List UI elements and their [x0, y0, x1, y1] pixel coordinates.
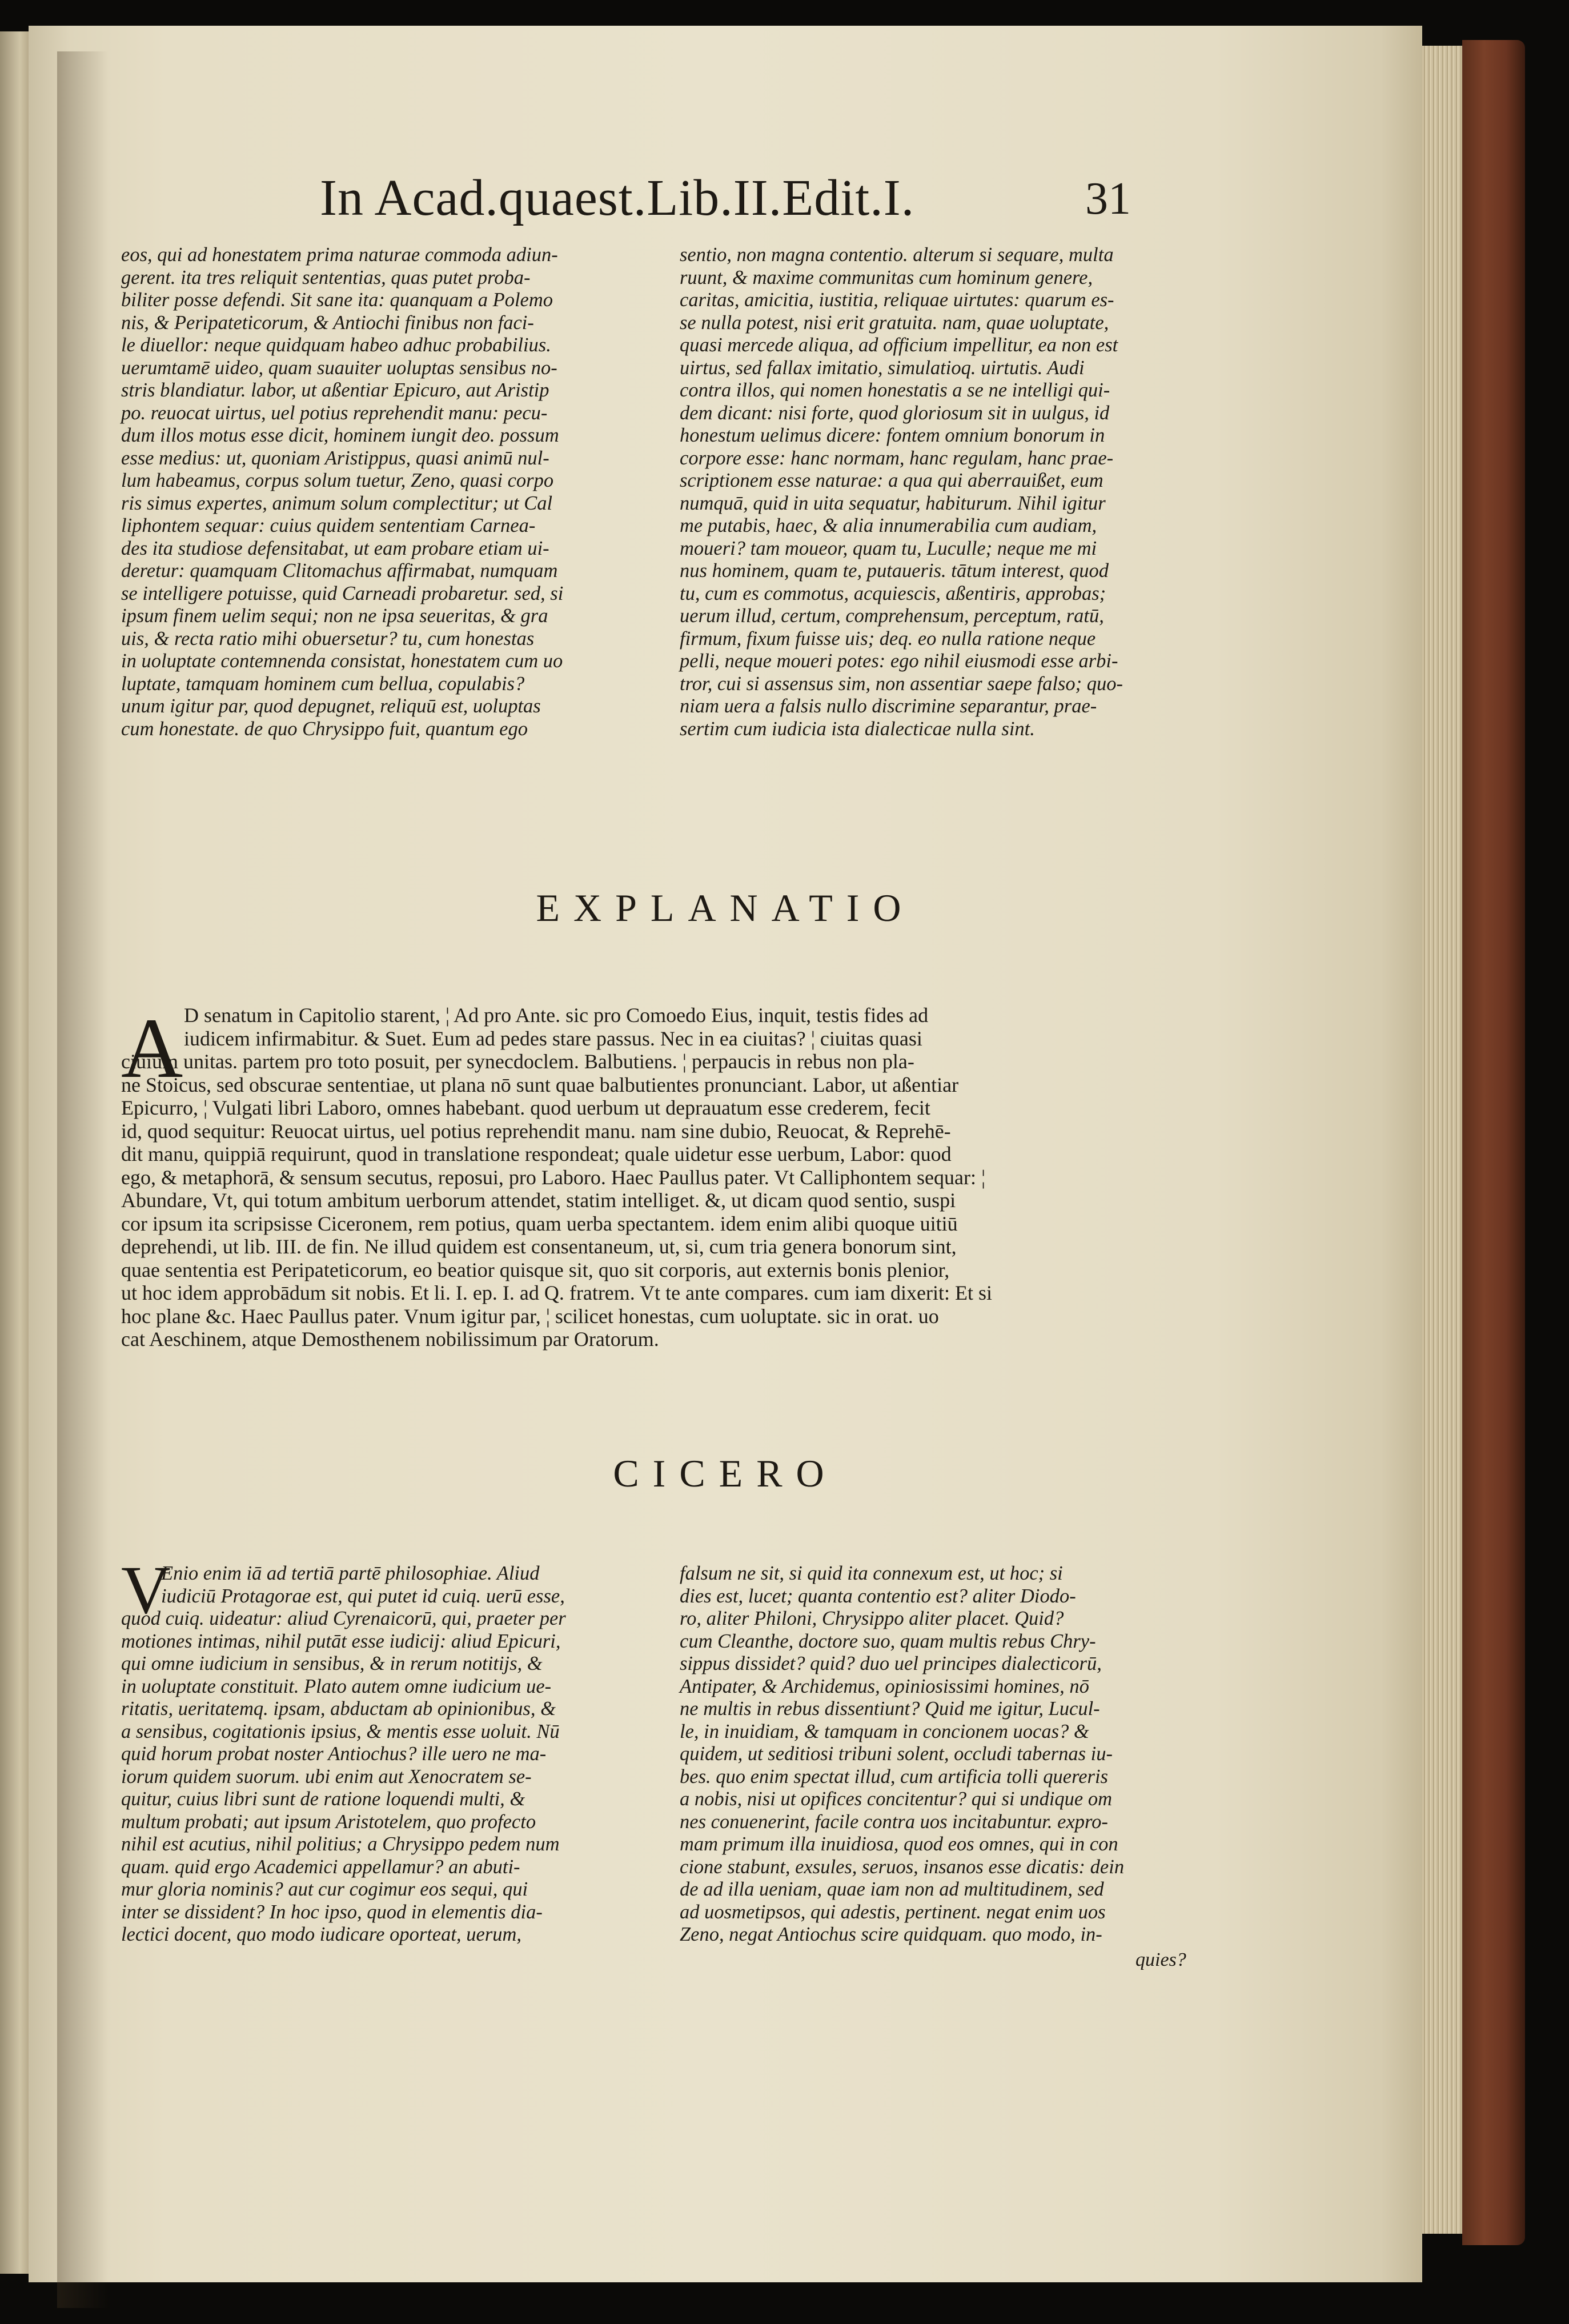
text-line: quod cuiq. uideatur: aliud Cyrenaicorū, qui, praeter per — [121, 1608, 566, 1629]
text-line: a nobis, nisi ut opifices concitentur? qui si undique om — [680, 1788, 1113, 1810]
text-line: lum habeamus, corpus solum tuetur, Zeno, quasi corpo — [121, 470, 554, 491]
text-line: quitur, cuius libri sunt de ratione loquendi multi, & — [121, 1788, 525, 1810]
text-line: des ita studiose defensitabat, ut eam probare etiam ui- — [121, 537, 549, 559]
page — [29, 26, 1422, 2282]
cicero-left-column — [121, 1562, 657, 1946]
text-line: deprehendi, ut lib. III. de fin. Ne illud quidem est consentaneum, ut, si, cum tria genera bonorum sint, — [121, 1235, 957, 1258]
text-line: dum illos motus esse dicit, hominem iungit deo. possum — [121, 424, 559, 446]
cicero-drop-initial: V — [121, 1552, 171, 1628]
text-line: ne Stoicus, sed obscurae sententiae, ut plana nō sunt quae balbutientes pronunciant. Labor, ut aßentiar — [121, 1073, 959, 1096]
text-line: ad uosmetipsos, qui adestis, pertinent. negat enim uos — [680, 1901, 1106, 1923]
text-line: motiones intimas, nihil putāt esse iudicij: aliud Epicuri, — [121, 1630, 561, 1652]
text-line: Abundare, Vt, qui totum ambitum uerborum attendet, statim intelliget. &, ut dicam quod sentio, suspi — [121, 1189, 956, 1212]
text-line: uis, & recta ratio mihi obuersetur? tu, cum honestas — [121, 627, 535, 650]
cicero-heading: CICERO — [613, 1452, 838, 1495]
running-head — [29, 169, 1422, 231]
text-line: ne multis in rebus dissentiunt? Quid me igitur, Lucul- — [680, 1698, 1100, 1720]
text-line: mur gloria nominis? aut cur cogimur eos sequi, qui — [121, 1878, 528, 1900]
text-line: qui omne iudicium in sensibus, & in rerum notitijs, & — [121, 1653, 543, 1674]
text-line: caritas, amicitia, iustitia, reliquae uirtutes: quarum es- — [680, 289, 1114, 311]
text-line: niam uera a falsis nullo discrimine separantur, prae- — [680, 695, 1097, 717]
catchword: quies? — [1135, 1949, 1186, 1970]
text-line: dem dicant: nisi forte, quod gloriosum sit in uulgus, id — [680, 402, 1110, 424]
text-line: cione stabunt, exsules, seruos, insanos esse dicatis: dein — [680, 1856, 1125, 1878]
text-line: ritatis, ueritatemq. ipsam, abductam ab opinionibus, & — [121, 1698, 556, 1720]
text-line: cor ipsum ita scripsisse Ciceronem, rem potius, quam uerba spectantem. idem enim alibi quoque uitiū — [121, 1212, 958, 1235]
text-line: inter se dissident? In hoc ipso, quod in elementis dia- — [121, 1901, 543, 1923]
text-line: sentio, non magna contentio. alterum si sequare, multa — [680, 244, 1114, 266]
text-line: deretur: quamquam Clitomachus affirmabat, numquam — [121, 560, 558, 582]
text-line: in uoluptate constituit. Plato autem omne iudicium ue- — [121, 1675, 552, 1697]
text-line: ro, aliter Philoni, Chrysippo aliter placet. Quid? — [680, 1608, 1064, 1629]
text-line: hoc plane &c. Haec Paullus pater. Vnum igitur par, ¦ scilicet honestas, cum uoluptate. sic in orat. uo — [121, 1304, 939, 1328]
text-line: tu, cum es commotus, acquiescis, aßentiris, approbas; — [680, 582, 1106, 604]
text-line: sippus dissidet? quid? duo uel principes dialecticorū, — [680, 1653, 1102, 1674]
text-line: stris blandiatur. labor, ut aßentiar Epicuro, aut Aristip — [121, 379, 549, 401]
text-line: ipsum finem uelim sequi; non ne ipsa seueritas, & gra — [121, 605, 548, 627]
text-line: numquā, quid in uita sequatur, habiturum. Nihil igitur — [680, 492, 1106, 514]
text-line: moueri? tam moueor, quam tu, Luculle; neque me mi — [680, 537, 1097, 559]
leather-binding — [1462, 40, 1525, 2245]
text-line: firmum, fixum fuisse uis; deq. eo nulla ratione neque — [680, 627, 1096, 650]
running-head-title: In Acad.quaest.Lib.II.Edit.I. — [320, 170, 915, 226]
text-line: quid horum probat noster Antiochus? ille uero ne ma- — [121, 1743, 547, 1765]
text-line: eos, qui ad honestatem prima naturae commoda adiun- — [121, 244, 558, 266]
text-line: gerent. ita tres reliquit sententias, quas putet proba- — [121, 266, 531, 289]
text-line: mam primum illa inuidiosa, quod eos omnes, qui in con — [680, 1833, 1118, 1855]
text-line: iorum quidem suorum. ubi enim aut Xenocratem se- — [121, 1765, 532, 1788]
text-line: quae sententia est Peripateticorum, eo beatior quisque sit, quo sit corporis, aut externis bonis plenior, — [121, 1258, 950, 1281]
text-line: biliter posse defendi. Sit sane ita: quanquam a Polemo — [121, 289, 553, 311]
text-line: ciuium unitas. partem pro toto posuit, per synecdoclem. Balbutiens. ¦ perpaucis in rebus non pla- — [121, 1050, 914, 1073]
text-line: nes conuenerint, facile contra uos incitabuntur. expro- — [680, 1810, 1108, 1833]
page-fore-edges — [1422, 46, 1462, 2234]
text-line: le, in inuidiam, & tamquam in concionem uocas? & — [680, 1720, 1089, 1742]
text-line: uirtus, sed fallax imitatio, simulatioq. uirtutis. Audi — [680, 356, 1085, 379]
text-line: scriptionem esse naturae: a qua qui aberrauißet, eum — [680, 470, 1103, 491]
text-line: cat Aeschinem, atque Demosthenem nobilissimum par Oratorum. — [121, 1328, 659, 1351]
facing-page-edge — [0, 31, 29, 2274]
text-block-right-column — [680, 244, 1205, 740]
text-line: ris simus expertes, animum solum complectitur; ut Cal — [121, 492, 553, 514]
text-line: unum igitur par, quod depugnet, reliquū est, uoluptas — [121, 695, 541, 717]
text-line: quidem, ut seditiosi tribuni solent, occludi tabernas iu- — [680, 1743, 1113, 1765]
text-line: D senatum in Capitolio starent, ¦ Ad pro Ante. sic pro Comoedo Eius, inquit, testis fides ad — [184, 1004, 929, 1027]
explanatio-heading: EXPLANATIO — [536, 886, 915, 929]
text-line: bes. quo enim spectat illud, cum artificia tolli quereris — [680, 1765, 1108, 1788]
text-line: nis, & Peripateticorum, & Antiochi finibus non faci- — [121, 311, 534, 334]
text-line: Epicurro, ¦ Vulgati libri Laboro, omnes habebant. quod uerbum ut deprauatum esse crederem, fecit — [121, 1096, 930, 1119]
text-line: uerum illud, certum, comprehensum, perceptum, ratū, — [680, 605, 1104, 627]
text-line: le diuellor: neque quidquam habeo adhuc probabilius. — [121, 334, 551, 356]
text-line: dies est, lucet; quanta contentio est? aliter Diodo- — [680, 1585, 1076, 1607]
text-line: honestum uelimus dicere: fontem omnium bonorum in — [680, 424, 1105, 446]
text-line: nus hominem, quam te, putaueris. tātum interest, quod — [680, 560, 1109, 582]
text-line: falsum ne sit, si quid ita connexum est, ut hoc; si — [680, 1562, 1063, 1584]
gutter-shadow — [57, 51, 109, 2308]
text-line: luptate, tamquam hominem cum bellua, copulabis? — [121, 672, 525, 695]
text-line: se nulla potest, nisi erit gratuita. nam, quae uoluptate, — [680, 311, 1109, 334]
text-line: tror, cui si assensus sim, non assentiar saepe falso; quo- — [680, 672, 1123, 695]
text-line: ego, & metaphorā, & sensum secutus, reposui, pro Laboro. Haec Paullus pater. Vt Calliphontem sequar: ¦ — [121, 1165, 986, 1189]
text-block-left-column — [121, 244, 657, 740]
cicero-right-column — [680, 1562, 1205, 1946]
page-number: 31 — [1085, 174, 1131, 224]
explanatio-commentary — [121, 1001, 1206, 1351]
text-line: contra illos, qui nomen honestatis a se ne intelligi qui- — [680, 379, 1110, 401]
text-line: quam. quid ergo Academici appellamur? an abuti- — [121, 1856, 520, 1878]
text-line: pelli, neque moueri potes: ego nihil eiusmodi esse arbi- — [680, 650, 1118, 672]
text-line: se intelligere potuisse, quid Carneadi probaretur. sed, si — [121, 582, 564, 604]
text-line: cum honestate. de quo Chrysippo fuit, quantum ego — [121, 718, 528, 740]
text-line: Antipater, & Archidemus, opiniosissimi homines, nō — [680, 1675, 1089, 1697]
text-line: a sensibus, cogitationis ipsius, & mentis esse uoluit. Nū — [121, 1720, 560, 1742]
explanatio-drop-initial: A — [121, 1001, 183, 1096]
text-line: in uoluptate contemnenda consistat, honestatem cum uo — [121, 650, 563, 672]
text-line: ruunt, & maxime communitas cum hominum genere, — [680, 266, 1093, 289]
text-line: po. reuocat uirtus, uel potius reprehendit manu: pecu- — [121, 402, 548, 424]
text-line: esse medius: ut, quoniam Aristippus, quasi animū nul- — [121, 447, 549, 469]
text-line: nihil est acutius, nihil politius; a Chrysippo pedem num — [121, 1833, 560, 1855]
text-line: iudiciū Protagorae est, qui putet id cuiq. uerū esse, — [161, 1585, 565, 1607]
text-line: liphontem sequar: cuius quidem sententiam Carnea- — [121, 515, 536, 536]
text-line: me putabis, haec, & alia innumerabilia cum audiam, — [680, 515, 1097, 536]
text-line: de ad illa ueniam, quae iam non ad multitudinem, sed — [680, 1878, 1104, 1900]
text-line: cum Cleanthe, doctore suo, quam multis rebus Chry- — [680, 1630, 1096, 1652]
text-line: lectici docent, quo modo iudicare oporteat, uerum, — [121, 1924, 522, 1945]
text-line: sertim cum iudicia ista dialecticae nulla sint. — [680, 718, 1035, 740]
text-line: ut hoc idem approbādum sit nobis. Et li. I. ep. I. ad Q. fratrem. Vt te ante compares. cum iam dixerit: Et si — [121, 1281, 992, 1304]
text-line: dit manu, quippiā requirunt, quod in translatione respondeat; quale uidetur esse uerbum, Labor: quod — [121, 1143, 952, 1165]
text-line: Enio enim iā ad tertiā partē philosophiae. Aliud — [161, 1562, 540, 1584]
text-line: corpore esse: hanc normam, hanc regulam, hanc prae- — [680, 447, 1114, 469]
text-line: iudicem infirmabitur. & Suet. Eum ad pedes stare passus. Nec in ea ciuitas? ¦ ciuitas quasi — [184, 1027, 922, 1050]
text-line: uerumtamē uideo, quam suauiter uoluptas sensibus no- — [121, 356, 557, 379]
text-line: id, quod sequitur: Reuocat uirtus, uel potius reprehendit manu. nam sine dubio, Reuocat, & Reprehē- — [121, 1119, 951, 1143]
text-line: quasi mercede aliqua, ad officium impellitur, ea non est — [680, 334, 1118, 356]
text-line: multum probati; aut ipsum Aristotelem, quo profecto — [121, 1810, 536, 1833]
text-line: Zeno, negat Antiochus scire quidquam. quo modo, in- — [680, 1924, 1102, 1945]
